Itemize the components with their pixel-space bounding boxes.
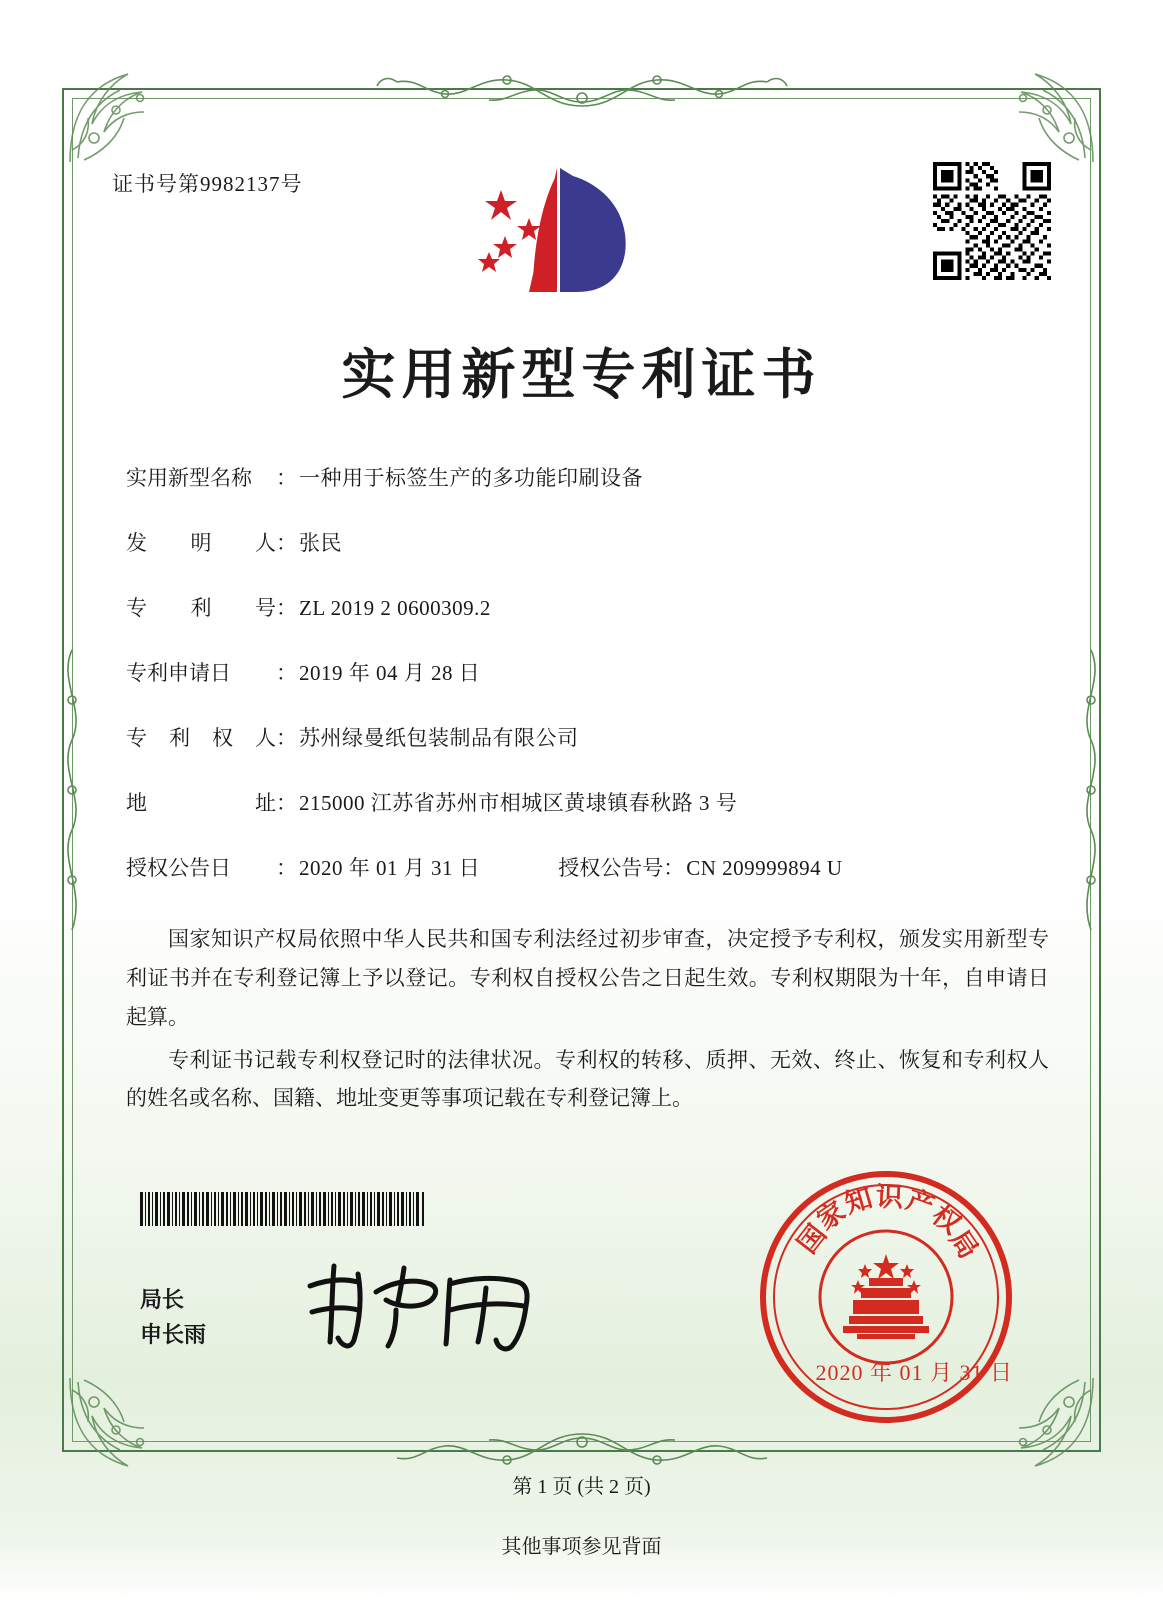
svg-text:权: 权 [925, 1199, 967, 1241]
field-label-grant-number: 授权公告号 [558, 856, 664, 880]
field-row-application-date [126, 657, 1051, 687]
certificate-number: 证书号第9982137号 [112, 172, 303, 196]
field-value: 215000 江苏省苏州市相城区黄埭镇春秋路 3 号 [299, 791, 738, 815]
field-label-char: 址 [255, 791, 276, 815]
field-colon: ： [276, 661, 297, 685]
field-row-patent-number [126, 592, 1051, 622]
field-row-patentee [126, 722, 1051, 752]
field-value: 张民 [299, 531, 342, 555]
corner-ornament-icon [985, 58, 1105, 168]
field-label-char: 专 [126, 726, 147, 750]
side-flourish-icon [1069, 640, 1113, 940]
field-label-char: 权 [212, 726, 233, 750]
field-colon: ： [276, 596, 297, 620]
svg-text:局: 局 [943, 1224, 984, 1265]
field-label-char: 人 [255, 726, 276, 750]
side-flourish-icon [50, 640, 94, 940]
field-row-inventor [126, 527, 1051, 557]
svg-text:识: 识 [875, 1181, 904, 1214]
field-colon: ： [276, 726, 297, 750]
field-label [126, 592, 276, 622]
page-number: 第 1 页 (共 2 页) [512, 1476, 651, 1498]
commissioner-title: 局长 [140, 1287, 185, 1312]
field-label [126, 722, 276, 752]
field-row-address [126, 787, 1051, 817]
field-label: 实用新型名称 [126, 466, 252, 490]
field-colon: ： [276, 531, 297, 555]
field-row-utility-model-name [126, 462, 1051, 492]
official-seal-icon [757, 1168, 1015, 1426]
top-flourish-icon [367, 52, 797, 114]
page-title: 实用新型专利证书 [341, 342, 822, 406]
svg-text:家: 家 [811, 1195, 852, 1237]
field-label [126, 787, 276, 817]
certificate-fields [126, 462, 1051, 912]
field-colon: ： [663, 856, 685, 880]
corner-ornament-icon [58, 58, 178, 168]
field-value: 苏州绿曼纸包装制品有限公司 [299, 726, 579, 750]
field-label-char: 专 [126, 596, 147, 620]
qr-code-icon [933, 162, 1051, 280]
field-colon: ： [276, 856, 297, 880]
legal-text-block [126, 920, 1049, 1122]
seal-date: 2020 年 01 月 31 日 [815, 1360, 1013, 1385]
field-colon: ： [276, 791, 297, 815]
field-label-grant-date: 授权公告日 [126, 856, 231, 880]
legal-paragraph-1: 国家知识产权局依照中华人民共和国专利法经过初步审查，决定授予专利权，颁发实用新型专利证书并在专利登记簿上予以登记。专利权自授权公告之日起生效。专利权期限为十年，自申请日起算。 [126, 927, 1049, 1029]
svg-text:国: 国 [791, 1219, 833, 1260]
commissioner-block [140, 1282, 206, 1352]
field-value-grant-date: 2020 年 01 月 31 日 [299, 856, 481, 880]
cnipa-patent-logo-icon [465, 160, 635, 305]
field-label-char: 人 [255, 531, 276, 555]
field-value: 一种用于标签生产的多功能印刷设备 [299, 466, 643, 490]
field-label-char: 明 [190, 531, 212, 555]
field-label [126, 527, 276, 557]
field-value: 2019 年 04 月 28 日 [299, 661, 481, 685]
legal-paragraph-2: 专利证书记载专利权登记时的法律状况。专利权的转移、质押、无效、终止、恢复和专利权人的姓名或名称、国籍、地址变更等事项记载在专利登记簿上。 [126, 1047, 1049, 1111]
corner-ornament-icon [58, 1372, 178, 1482]
field-colon: ： [276, 466, 297, 490]
handwritten-signature-icon [300, 1258, 565, 1353]
field-value-grant-number: CN 209999894 U [686, 856, 843, 880]
commissioner-name: 申长雨 [140, 1322, 207, 1348]
field-row-grant-announcement [126, 852, 1051, 882]
barcode [140, 1192, 426, 1226]
field-label-char: 地 [126, 791, 147, 815]
field-label-char: 利 [190, 596, 212, 620]
footer-note: 其他事项参见背面 [501, 1536, 662, 1558]
field-label-char: 号 [255, 596, 276, 620]
field-value: ZL 2019 2 0600309.2 [299, 596, 491, 620]
svg-text:知: 知 [841, 1182, 876, 1220]
field-label-char: 利 [169, 726, 190, 750]
field-label: 专利申请日 [126, 661, 231, 685]
field-label-char: 发 [126, 531, 147, 555]
svg-text:产: 产 [902, 1184, 939, 1223]
